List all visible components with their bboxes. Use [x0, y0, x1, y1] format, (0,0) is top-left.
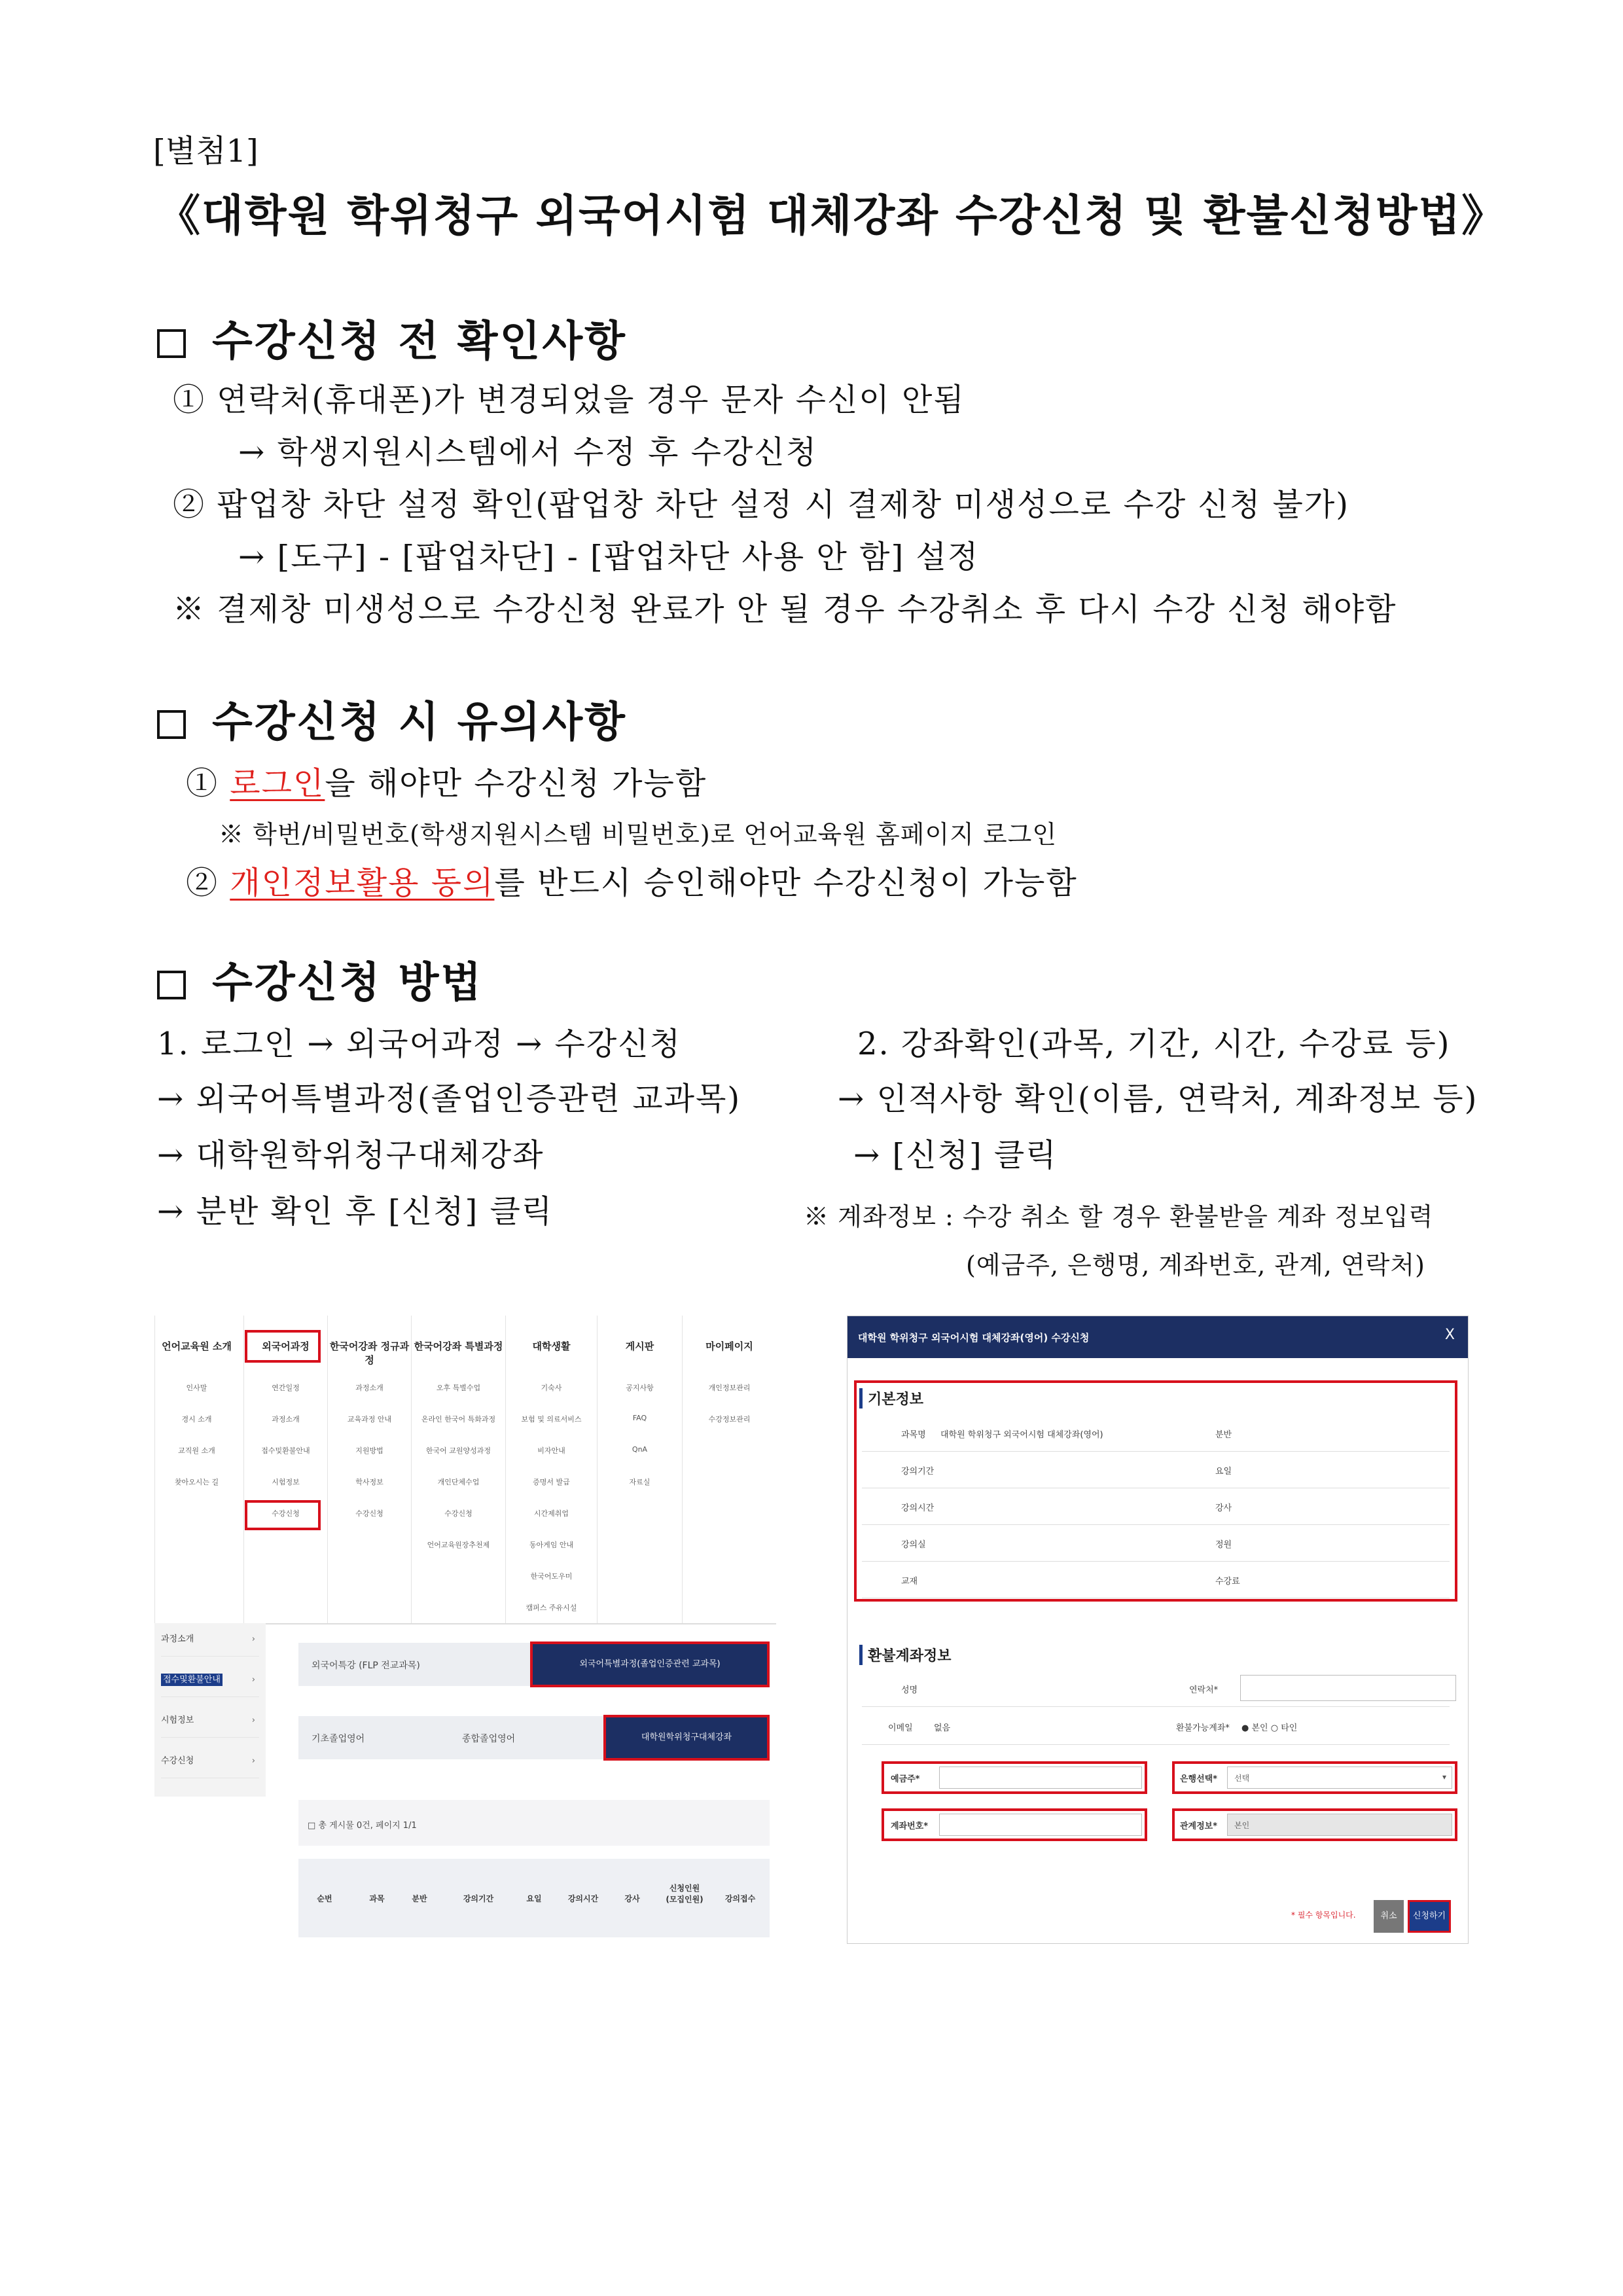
section-heading-notes: 수강신청 시 유의사항	[157, 689, 627, 749]
menu-col-korean-special	[411, 1316, 505, 1623]
basic-row: 과목명 대학원 학위청구 외국어시험 대체강좌(영어) 분반	[862, 1414, 1450, 1452]
modal-header	[847, 1316, 1468, 1358]
menu-head[interactable]: 한국어강좌 정규과정	[329, 1340, 410, 1366]
menu-col-campus-life	[505, 1316, 597, 1623]
tab-basic-english[interactable]: 기초졸업영어	[312, 1734, 365, 1744]
document-title: 《대학원 학위청구 외국어시험 대체강좌 수강신청 및 환불신청방법》	[157, 190, 1507, 241]
tab-flp[interactable]: 외국어특강 (FLP 전교과목)	[312, 1660, 420, 1671]
menu-item[interactable]: 수강신청	[355, 1509, 383, 1518]
holder-input[interactable]	[939, 1767, 1142, 1789]
menu-item[interactable]: 오후 특별수업	[436, 1384, 481, 1392]
relation-label: 관계정보*	[1180, 1821, 1218, 1831]
menu-item[interactable]: 보험 및 의료서비스	[521, 1415, 582, 1424]
menu-item[interactable]: 접수및환불안내	[261, 1446, 310, 1455]
col-enroll: 신청인원 (모집인원)	[666, 1884, 704, 1904]
side-item[interactable]: 시험정보 ›	[161, 1704, 259, 1738]
refund-info-title: 환불계좌정보	[859, 1645, 952, 1665]
menu-item[interactable]: 학사정보	[355, 1478, 383, 1486]
menu-item[interactable]: 인사말	[186, 1384, 207, 1392]
refund-account-radio[interactable]: ● 본인 ○ 타인	[1241, 1723, 1298, 1733]
menu-item[interactable]: 과정소개	[355, 1384, 383, 1392]
apply-button[interactable]: 신청하기	[1408, 1900, 1451, 1933]
menu-item[interactable]: 동아게임 안내	[529, 1541, 574, 1549]
menu-head[interactable]: 대학생활	[532, 1340, 571, 1352]
s1-line5: ※ 결제창 미생성으로 수강신청 완료가 안 될 경우 수강취소 후 다시 수강 신청 해야함	[173, 591, 1397, 628]
s1-line1: ① 연락처(휴대폰)가 변경되었을 경우 문자 수신이 안됨	[173, 382, 965, 418]
basic-row: 강의기간 요일	[862, 1451, 1450, 1488]
menu-item[interactable]: 경시 소개	[181, 1415, 212, 1424]
basic-row: 강의시간 강사	[862, 1488, 1450, 1525]
menu-col-about	[154, 1316, 238, 1623]
course-table-header	[298, 1859, 770, 1937]
consent-highlight: 개인정보활용 동의	[230, 865, 495, 901]
side-item-selected[interactable]: 접수및환불안내 ›	[161, 1664, 259, 1697]
method-right-1: 2. 강좌확인(과목, 기간, 시간, 수강료 등)	[857, 1026, 1451, 1062]
required-note: * 필수 항목입니다.	[1291, 1910, 1356, 1920]
refund-row-email: 이메일 없음 환불가능계좌* ● 본인 ○ 타인	[862, 1708, 1450, 1745]
menu-item[interactable]: 시간제취업	[533, 1509, 569, 1518]
col-time: 강의시간	[567, 1894, 599, 1903]
method-left-3: → 대학원학위청구대체강좌	[157, 1137, 544, 1174]
section-heading-before: 수강신청 전 확인사항	[157, 308, 627, 368]
mega-menu	[154, 1316, 776, 1624]
account-note: ※ 계좌정보 : 수강 취소 할 경우 환불받을 계좌 정보입력	[804, 1202, 1434, 1231]
menu-item[interactable]: 공지사항	[626, 1384, 654, 1392]
menu-head[interactable]: 한국어강좌 특별과정	[414, 1340, 503, 1352]
col-day: 요일	[526, 1894, 542, 1903]
s2-line2: ※ 학번/비밀번호(학생지원시스템 비밀번호)로 언어교육원 홈페이지 로그인	[219, 820, 1058, 849]
menu-item[interactable]: 찾아오시는 길	[174, 1478, 219, 1486]
basic-info-title: 기본정보	[859, 1388, 923, 1408]
menu-item[interactable]: 한국어도우미	[530, 1572, 573, 1581]
menu-head[interactable]: 게시판	[625, 1340, 654, 1352]
menu-item[interactable]: 연간일정	[272, 1384, 300, 1392]
menu-col-korean-regular	[327, 1316, 411, 1623]
method-left-1: 1. 로그인 → 외국어과정 → 수강신청	[157, 1026, 681, 1062]
screenshot-application-modal	[847, 1316, 1469, 1944]
menu-item[interactable]: 캠퍼스 주유시설	[526, 1604, 577, 1612]
login-highlight: 로그인	[230, 765, 325, 802]
checkbox-square-icon	[157, 329, 186, 358]
side-item[interactable]: 과정소개 ›	[161, 1623, 259, 1657]
chevron-right-icon: ›	[251, 1634, 255, 1644]
s2-line1: ① 로그인을 해야만 수강신청 가능함	[186, 765, 707, 802]
close-icon[interactable]: X	[1444, 1327, 1455, 1343]
menu-col-board	[597, 1316, 682, 1623]
menu-item[interactable]: 비자안내	[537, 1446, 565, 1455]
table-info: □ 총 게시물 0건, 페이지 1/1	[298, 1800, 770, 1846]
menu-col-mypage	[682, 1316, 776, 1623]
menu-item[interactable]: 언어교육원장추천제	[427, 1541, 490, 1549]
account-note-fields: (예금주, 은행명, 계좌번호, 관계, 연락처)	[966, 1251, 1425, 1280]
menu-item[interactable]: 한국어 교원양성과정	[425, 1446, 491, 1455]
account-label: 계좌번호*	[891, 1821, 929, 1831]
col-class: 분반	[412, 1894, 427, 1903]
menu-item[interactable]: 수강정보관리	[708, 1415, 751, 1424]
menu-item[interactable]: 시험정보	[272, 1478, 300, 1486]
attachment-label: [별첨1]	[153, 133, 259, 170]
method-left-4: → 분반 확인 후 [신청] 클릭	[157, 1193, 554, 1230]
tab-general-english[interactable]: 종합졸업영어	[462, 1734, 516, 1744]
s1-line3: ② 팝업창 차단 설정 확인(팝업창 차단 설정 시 결제창 미생성으로 수강 신청 불가)	[173, 486, 1349, 523]
section-heading-method: 수강신청 방법	[157, 949, 483, 1009]
basic-row: 강의실 정원	[862, 1524, 1450, 1562]
s1-line2: → 학생지원시스템에서 수정 후 수강신청	[238, 434, 818, 471]
s2-line3: ② 개인정보활용 동의를 반드시 승인해야만 수강신청이 가능함	[186, 865, 1078, 901]
highlight-basic-info	[854, 1380, 1457, 1602]
checkbox-square-icon	[157, 710, 186, 739]
menu-head-foreign-language[interactable]: 외국어과정	[262, 1340, 310, 1352]
col-subject: 과목	[369, 1894, 385, 1903]
menu-item[interactable]: 개인단체수업	[437, 1478, 480, 1486]
menu-item[interactable]: 자료실	[629, 1478, 651, 1486]
bank-select[interactable]: 선택 ▾	[1227, 1767, 1452, 1789]
method-right-2: → 인적사항 확인(이름, 연락처, 계좌정보 등)	[838, 1081, 1478, 1117]
chevron-down-icon: ▾	[1442, 1772, 1446, 1782]
menu-item[interactable]: 교직원 소개	[178, 1446, 215, 1455]
phone-input[interactable]	[1240, 1675, 1456, 1701]
account-input[interactable]	[939, 1814, 1142, 1836]
highlight-foreign-language	[245, 1330, 321, 1363]
highlight-register	[245, 1500, 321, 1530]
menu-item[interactable]: 개인정보관리	[708, 1384, 751, 1392]
checkbox-square-icon	[157, 971, 186, 999]
menu-item-register[interactable]: 수강신청	[272, 1509, 300, 1518]
menu-head[interactable]: 언어교육원 소개	[162, 1340, 232, 1352]
s1-line4: → [도구] - [팝업차단] - [팝업차단 사용 안 함] 설정	[238, 539, 980, 575]
menu-item[interactable]: FAQ	[632, 1414, 647, 1422]
tab-graduate-substitute[interactable]: 대학원학위청구대체강좌	[603, 1715, 770, 1761]
col-period: 강의기간	[463, 1894, 494, 1903]
menu-item[interactable]: 지원방법	[355, 1446, 383, 1455]
col-teacher: 강사	[624, 1894, 640, 1903]
menu-item[interactable]: 수강신청	[444, 1509, 473, 1518]
col-apply: 강의접수	[724, 1894, 756, 1903]
chevron-right-icon: ›	[251, 1756, 255, 1766]
method-left-2: → 외국어특별과정(졸업인증관련 교과목)	[157, 1081, 741, 1117]
menu-item[interactable]: 온라인 한국어 특화과정	[421, 1415, 496, 1424]
bank-label: 은행선택*	[1180, 1774, 1218, 1784]
modal-title: 대학원 학위청구 외국어시험 대체강좌(영어) 수강신청	[858, 1332, 1090, 1344]
side-item[interactable]: 수강신청 ›	[161, 1745, 259, 1778]
chevron-right-icon: ›	[251, 1675, 255, 1685]
menu-item[interactable]: 증명서 발급	[533, 1478, 570, 1486]
col-no: 순번	[317, 1894, 332, 1903]
basic-row: 교재 수강료	[862, 1561, 1450, 1598]
refund-row-name: 성명 연락처*	[862, 1670, 1450, 1707]
relation-input[interactable]: 본인	[1227, 1814, 1452, 1836]
screenshot-course-menu	[154, 1316, 776, 1943]
menu-item[interactable]: 과정소개	[272, 1415, 300, 1424]
side-menu	[154, 1623, 266, 1797]
menu-item[interactable]: 교육과정 안내	[347, 1415, 392, 1424]
menu-head[interactable]: 마이페이지	[705, 1340, 753, 1352]
menu-item[interactable]: 기숙사	[541, 1384, 562, 1392]
tab-special-course[interactable]: 외국어특별과정(졸업인증관련 교과목)	[530, 1641, 770, 1687]
method-right-3: → [신청] 클릭	[853, 1137, 1058, 1174]
cancel-button[interactable]: 취소	[1374, 1900, 1404, 1933]
menu-item[interactable]: QnA	[632, 1445, 648, 1454]
chevron-right-icon: ›	[251, 1715, 255, 1725]
holder-label: 예금주*	[891, 1774, 920, 1784]
